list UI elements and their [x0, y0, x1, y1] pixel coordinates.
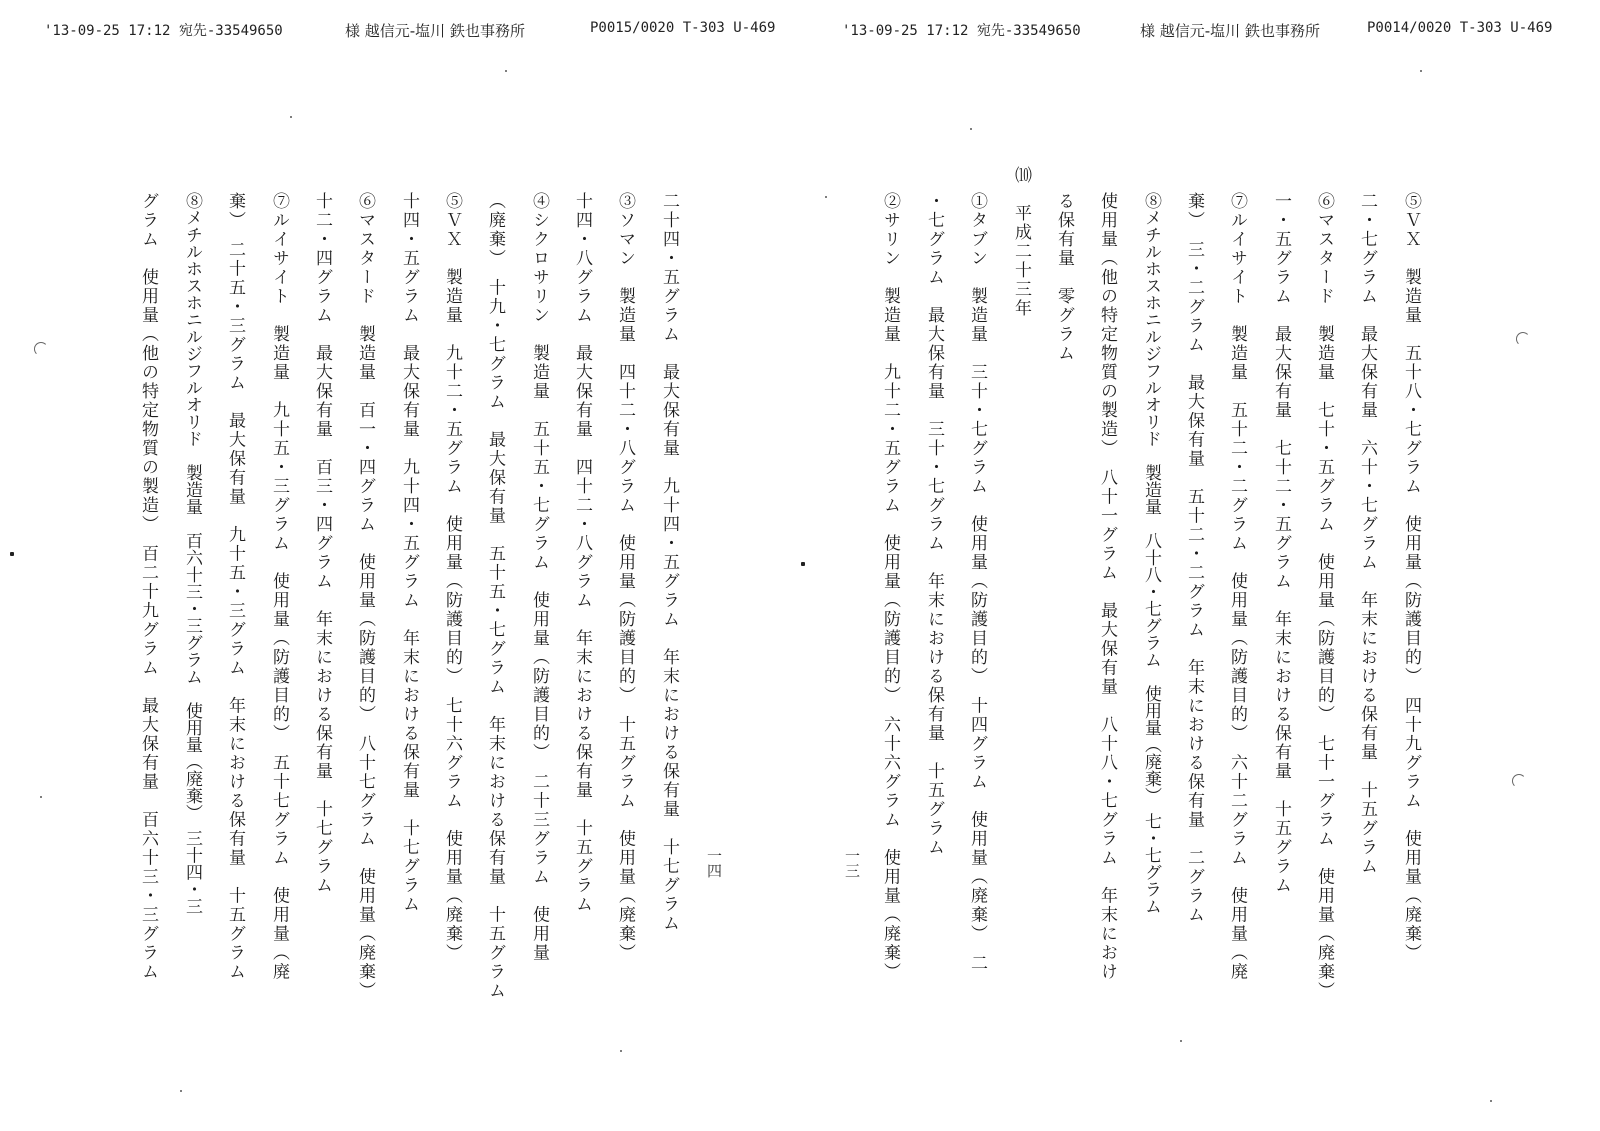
text-column: ⑦ルイサイト 製造量 九十五・三グラム 使用量（防護目的） 五十七グラム 使用量（廃: [269, 192, 289, 982]
fax-timestamp: '13-09-25 17:12 宛先-33549650: [842, 23, 1081, 39]
text-column: 十四・八グラム 最大保有量 四十二・八グラム 年末における保有量 十五グラム: [572, 192, 592, 914]
scan-speck: [970, 128, 972, 130]
text-column: 棄） 二十五・三グラム 最大保有量 九十五・三グラム 年末における保有量 十五グラム: [225, 192, 245, 982]
text-column: ・七グラム 最大保有量 三十・七グラム 年末における保有量 十五グラム: [924, 192, 944, 857]
text-column: 使用量（他の特定物質の製造） 八十一グラム 最大保有量 八十八・七グラム 年末におけ: [1097, 192, 1117, 982]
text-column: ⑤ＶＸ 製造量 九十二・五グラム 使用量（防護目的） 七十六グラム 使用量（廃棄）: [442, 192, 462, 963]
page-number: 一三: [843, 848, 861, 878]
scan-speck: [1490, 1100, 1492, 1102]
scan-speck: [505, 70, 507, 72]
scan-speck: [1180, 1040, 1182, 1042]
text-column: ⑦ルイサイト 製造量 五十二・二グラム 使用量（防護目的） 六十二グラム 使用量（廃: [1227, 192, 1247, 982]
scan-mark: [1512, 774, 1526, 788]
scan-speck: [40, 796, 42, 798]
fax-page-counter: P0015/0020 T-303 U-469: [590, 20, 776, 36]
fax-recipient: 様 越信元-塩川 鉄也事務所: [345, 22, 525, 40]
text-column: ⑧メチルホスホニルジフルオリド 製造量 八十八・七グラム 使用量（廃棄） 七・七グラム: [1141, 192, 1161, 915]
text-column: ⑧メチルホスホニルジフルオリド 製造量 百六十三・三グラム 使用量（廃棄） 三十四・三: [182, 192, 202, 915]
text-column: 棄） 三・二グラム 最大保有量 五十二・二グラム 年末における保有量 二グラム: [1184, 192, 1204, 925]
text-column: ④シクロサリン 製造量 五十五・七グラム 使用量（防護目的） 二十三グラム 使用量: [529, 192, 549, 963]
text-column: 二十四・五グラム 最大保有量 九十四・五グラム 年末における保有量 十七グラム: [659, 192, 679, 933]
scan-speck: [10, 552, 14, 556]
scan-speck: [180, 1090, 182, 1092]
text-column: ⑥マスタード 製造量 百一・四グラム 使用量（防護目的） 八十七グラム 使用量（廃棄）: [355, 192, 375, 1001]
text-column: （廃棄） 十九・七グラム 最大保有量 五十五・七グラム 年末における保有量 十五グラム: [485, 192, 505, 1001]
fax-header-right: [800, 20, 1600, 44]
scan-mark: [1516, 332, 1530, 346]
scan-speck: [825, 196, 827, 198]
scan-mark: [34, 342, 48, 356]
text-column: ③ソマン 製造量 四十二・八グラム 使用量（防護目的） 十五グラム 使用量（廃棄）: [615, 192, 635, 963]
page-number: 一四: [705, 848, 723, 878]
scan-speck: [620, 1050, 622, 1052]
fax-page-counter: P0014/0020 T-303 U-469: [1367, 20, 1553, 36]
text-column: グラム 使用量（他の特定物質の製造） 百二十九グラム 最大保有量 百六十三・三グラム: [138, 192, 158, 982]
document-page-right: [800, 0, 1600, 1131]
text-column: ⑤ＶＸ 製造量 五十八・七グラム 使用量（防護目的） 四十九グラム 使用量（廃棄）: [1401, 192, 1421, 963]
fax-header-left: [0, 20, 800, 44]
text-column: 十四・五グラム 最大保有量 九十四・五グラム 年末における保有量 十七グラム: [399, 192, 419, 914]
fax-timestamp: '13-09-25 17:12 宛先-33549650: [44, 23, 283, 39]
text-column: 一・五グラム 最大保有量 七十二・五グラム 年末における保有量 十五グラム: [1271, 192, 1291, 895]
fax-recipient: 様 越信元-塩川 鉄也事務所: [1140, 22, 1320, 40]
text-column: ①タブン 製造量 三十・七グラム 使用量（防護目的） 十四グラム 使用量（廃棄） 二: [967, 192, 987, 973]
text-column: る保有量 零グラム: [1054, 192, 1074, 363]
text-column: 十二・四グラム 最大保有量 百三・四グラム 年末における保有量 十七グラム: [312, 192, 332, 895]
text-column: ⑽ 平成二十三年: [1011, 166, 1031, 318]
scan-speck: [801, 562, 805, 566]
text-column: 二・七グラム 最大保有量 六十・七グラム 年末における保有量 十五グラム: [1357, 192, 1377, 876]
text-column: ②サリン 製造量 九十二・五グラム 使用量（防護目的） 六十六グラム 使用量（廃棄）: [880, 192, 900, 982]
text-column: ⑥マスタード 製造量 七十・五グラム 使用量（防護目的） 七十一グラム 使用量（廃棄）: [1314, 192, 1334, 1001]
scan-speck: [1420, 70, 1422, 72]
scan-speck: [290, 116, 292, 118]
